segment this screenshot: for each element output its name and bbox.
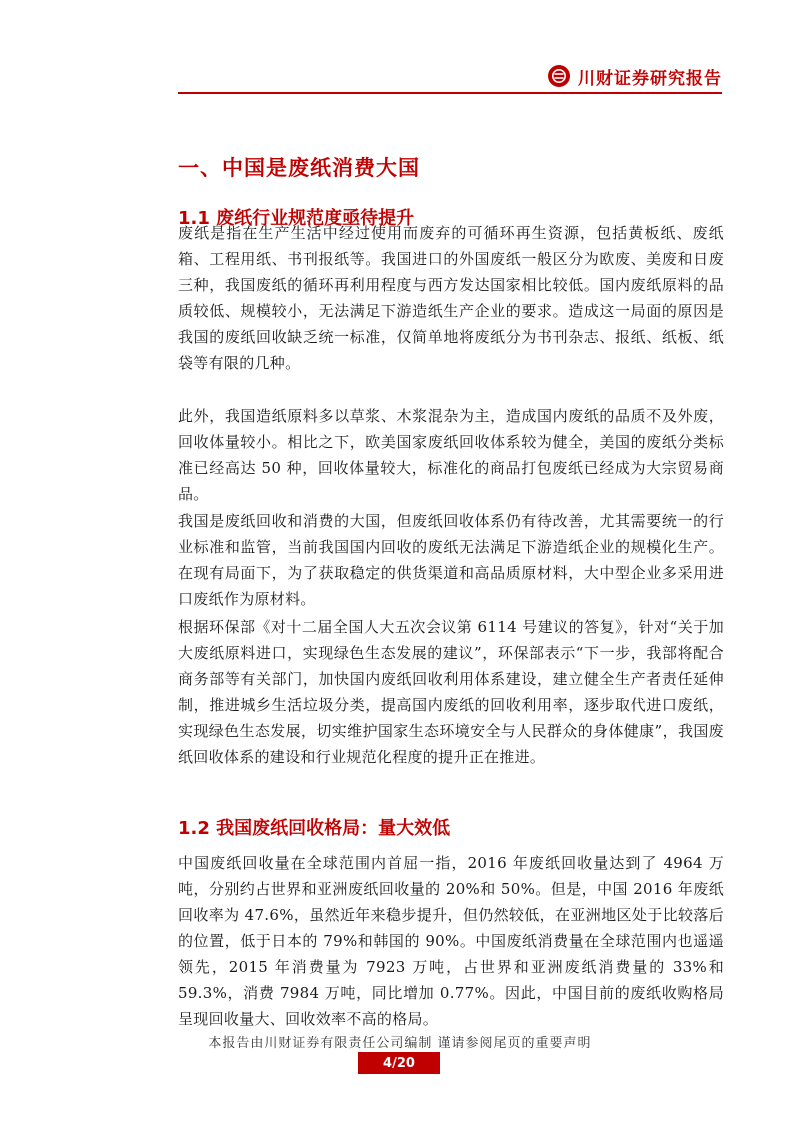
brand-name: 川财证券研究报告 [578, 68, 722, 89]
paragraph: 中国废纸回收量在全球范围内首屈一指，2016 年废纸回收量达到了 4964 万吨，分别约占世界和亚洲废纸回收量的 20%和 50%。但是，中国 2016 年废纸回收率为 47.6%，虽然近年来稳步提升，但仍然较低，在亚洲地区处于比较落后的位置，低于日本的 79%和韩国的 90%。中国废纸消费量在全球范围内也遥遥领先，2015 年消费量为 7923 万吨，占世界和亚洲废纸消费量的 33%和 59.3%，消费 7984 万吨，同比增加 0.77%。因此，中国目前的废纸收购格局呈现回收量大、回收效率不高的格局。 [178, 854, 724, 1028]
footer-statement: 本报告由川财证券有限责任公司编制 谨请参阅尾页的重要声明 [208, 1036, 592, 1051]
subsection-title-2: 1.2 我国废纸回收格局：量大效低 [178, 818, 451, 839]
header-divider [178, 92, 722, 94]
paragraph: 废纸是指在生产生活中经过使用而废弃的可循环再生资源，包括黄板纸、废纸箱、工程用纸、书刊报纸等。我国进口的外国废纸一般区分为欧废、美废和日废三种，我国废纸的循环再利用程度与西方发达国家相比较低。国内废纸原料的品质较低、规模较小，无法满足下游造纸生产企业的要求。造成这一局面的原因是我国的废纸回收缺乏统一标准，仅简单地将废纸分为书刊杂志、报纸、纸板、纸袋等有限的几种。 [178, 224, 724, 372]
report-header [548, 62, 722, 90]
paragraph: 此外，我国造纸原料多以草浆、木浆混杂为主，造成国内废纸的品质不及外废，回收体量较小。相比之下，欧美国家废纸回收体系较为健全，美国的废纸分类标准已经高达 50 种，回收体量较大，标准化的商品打包废纸已经成为大宗贸易商品。 [178, 407, 724, 503]
paragraph: 我国是废纸回收和消费的大国，但废纸回收体系仍有待改善，尤其需要统一的行业标准和监管，当前我国国内回收的废纸无法满足下游造纸企业的规模化生产。在现有局面下，为了获取稳定的供货渠道和高品质原材料，大中型企业多采用进口废纸作为原材料。 [178, 512, 724, 608]
chuancai-logo-icon [548, 65, 570, 87]
section-title: 一、中国是废纸消费大国 [178, 156, 420, 180]
paragraph: 根据环保部《对十二届全国人大五次会议第 6114 号建议的答复》，针对“关于加大废纸原料进口，实现绿色生态发展的建议”，环保部表示“下一步，我部将配合商务部等有关部门，加快国内废纸回收利用体系建设，建立健全生产者责任延伸制，推进城乡生活垃圾分类，提高国内废纸的回收利用率，逐步取代进口废纸，实现绿色生态发展，切实维护国家生态环境安全与人民群众的身体健康”，我国废纸回收体系的建设和行业规范化程度的提升正在推进。 [178, 618, 724, 766]
page-number: 4/20 [358, 1052, 440, 1074]
subsection-title-1: 1.1 废纸行业规范度亟待提升 [178, 208, 415, 229]
